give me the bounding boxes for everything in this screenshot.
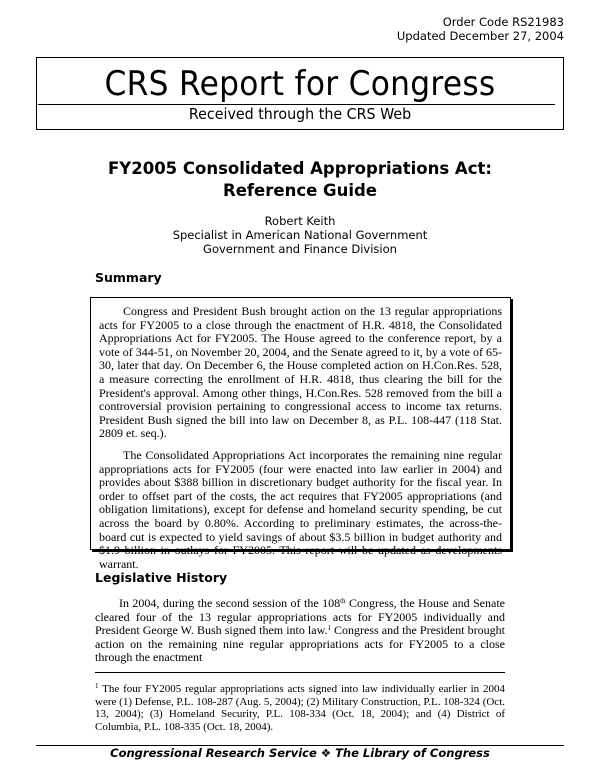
legislative-history-heading: Legislative History [95,570,228,585]
legislative-history-paragraph [95,597,505,665]
footnote [95,683,505,733]
masthead-subtitle: Received through the CRS Web [188,105,412,123]
footnote-reference-link[interactable]: 1 [327,624,331,633]
text-run: In 2004, during the second session of the 108 [119,596,341,610]
report-title-line1: FY2005 Consolidated Appropriations Act: [108,159,492,178]
updated-date: Updated December 27, 2004 [396,29,564,43]
text-run: Congress, the House and Senate cleared four of the 13 regular appropriations acts for FY2005 individually and President George W. Bush signed them into law. [95,596,505,638]
ordinal-superscript: th [340,597,346,605]
text-run: Congress and the President brought action on the remaining nine regular appropriations acts for FY2005 to a close through the enactment [95,623,505,665]
footer: Congressional Research Service ❖ The Library of Congress [110,746,490,760]
report-title [60,158,540,202]
summary-paragraph: Congress and President Bush brought action on the 13 regular appropriations acts for FY2005 to a close through the enactment of H.R. 4818, the Consolidated Appropriations Act for FY2005. The House agreed to the conference report, by a vote of 344-51, on November 20, 2004, and the Senate agreed to it, by a vote of 65-30, later that day. On December 6, the House completed action on H.Con.Res. 528, a measure correcting the enrollment of H.R. 4818, thus clearing the bill for the President's approval. Among other things, H.Con.Res. 528 removed from the bill a controversial provision pertaining to congressional access to income tax returns. President Bush signed the bill into law on December 8, as P.L. 108-447 (118 Stat. 2809 et. seq.). [99,304,502,441]
order-code-block [397,15,564,43]
order-code: Order Code RS21983 [442,15,564,29]
author-division: Government and Finance Division [203,242,397,256]
author-title: Specialist in American National Government [172,228,428,242]
author-name: Robert Keith [264,214,336,228]
legislative-history-body [95,597,505,665]
footnote-marker: 1 [95,682,99,690]
masthead [36,57,564,130]
footnote-divider [95,672,505,673]
summary-heading: Summary [95,270,162,285]
masthead-title: CRS Report for Congress [104,64,496,104]
summary-box [90,297,511,571]
footnote-text: The four FY2005 regular appropriations acts signed into law individually earlier in 2004 were (1) Defense, P.L. 108-287 (Aug. 5, 2004); (2) Military Construction, P.L. 108-324 (Oct. 13, 2004); (3) Homeland Security, P.L. 108-334 (Oct. 18, 2004); and (4) District of Columbia, P.L. 108-335 (Oct. 18, 2004). [95,683,505,733]
report-title-line2: Reference Guide [222,181,377,200]
author-block [60,214,540,256]
summary-paragraph: The Consolidated Appropriations Act incorporates the remaining nine regular appropriations acts for FY2005 (four were enacted into law earlier in 2004) and provides about $388 billion in discretionary budget authority for the fiscal year. In order to offset part of the costs, the act requires that FY2005 appropriations (and obligation limitations), except for defense and homeland security spending, be cut across the board by 0.80%. According to preliminary estimates, the across-the-board cut is expected to yield savings of about $3.5 billion in budget authority and $1.9 billion in outlays for FY2005. This report will be updated as developments warrant. [99,447,502,571]
